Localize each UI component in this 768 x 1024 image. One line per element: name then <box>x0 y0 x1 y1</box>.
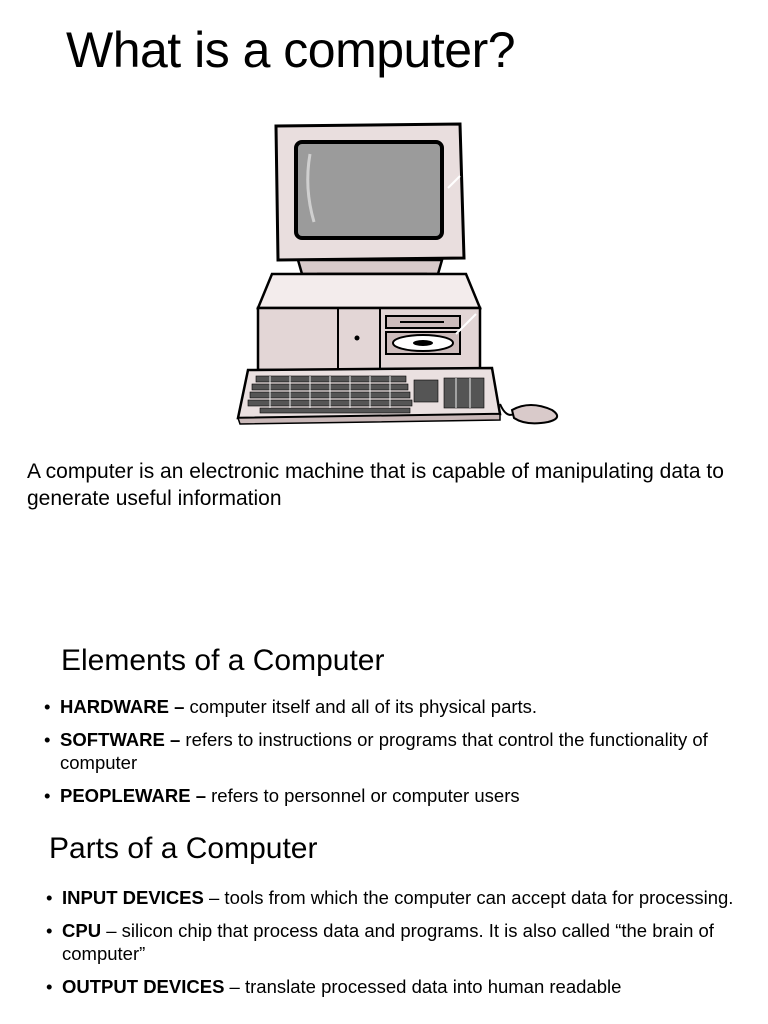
term-description: – tools from which the computer can accept data for processing. <box>203 887 734 908</box>
term-label: INPUT DEVICES <box>62 887 204 908</box>
elements-list <box>44 695 744 817</box>
term-label: HARDWARE – <box>60 696 185 717</box>
list-item <box>46 975 746 998</box>
term-description: refers to personnel or computer users <box>205 785 520 806</box>
term-label: SOFTWARE – <box>60 729 181 750</box>
list-item <box>46 886 746 909</box>
elements-heading: Elements of a Computer <box>61 644 385 677</box>
term-label: PEOPLEWARE – <box>60 785 206 806</box>
term-description: – translate processed data into human readable <box>224 976 622 997</box>
parts-heading: Parts of a Computer <box>49 832 318 865</box>
computer-definition: A computer is an electronic machine that is capable of manipulating data to generate useful information <box>27 460 724 510</box>
term-description: refers to instructions or programs that control the functionality of computer <box>60 729 708 773</box>
term-description: – silicon chip that process data and programs. It is also called “the brain of computer” <box>62 920 714 964</box>
list-item <box>44 728 744 774</box>
list-item <box>44 784 744 807</box>
term-label: CPU <box>62 920 102 941</box>
list-item <box>46 919 746 965</box>
list-item <box>44 695 744 718</box>
page-title: What is a computer? <box>66 22 516 78</box>
term-label: OUTPUT DEVICES <box>62 976 225 997</box>
parts-list <box>46 886 746 1008</box>
term-description: computer itself and all of its physical parts. <box>184 696 538 717</box>
desktop-computer-icon <box>230 118 570 430</box>
